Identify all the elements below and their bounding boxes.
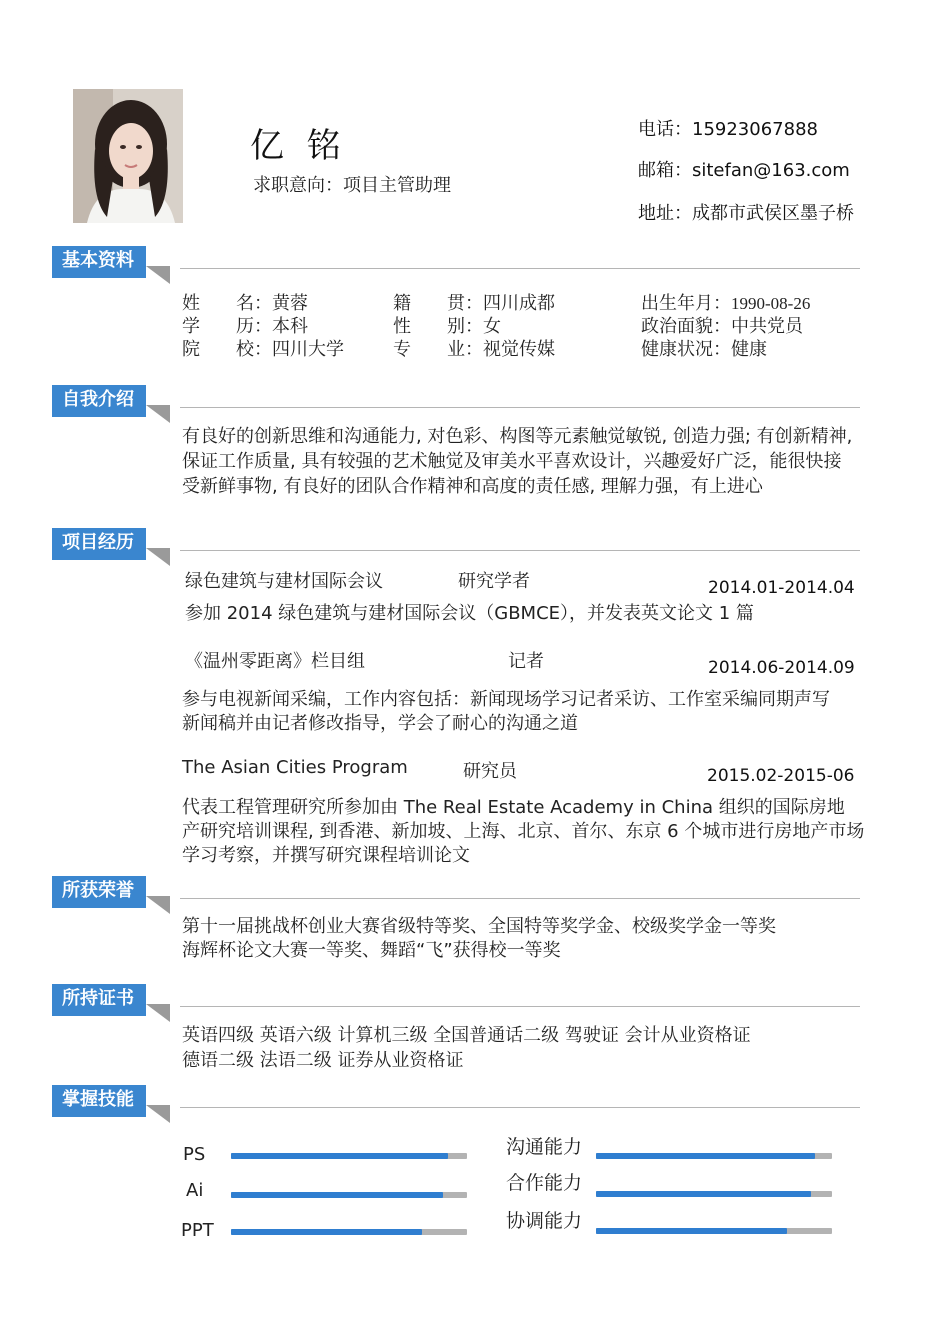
- intro-line: 保证工作质量, 具有较强的艺术触觉及审美水平喜欢设计，兴趣爱好广泛，能很快接: [182, 451, 842, 472]
- skill-bar-track: [231, 1229, 467, 1235]
- section-title-certs: 所持证书: [52, 984, 146, 1016]
- skill-bar-fill: [596, 1153, 815, 1159]
- section-title-honors: 所获荣誉: [52, 876, 146, 908]
- section-title-skills: 掌握技能: [52, 1085, 146, 1117]
- cert-line: 德语二级 法语二级 证券从业资格证: [182, 1050, 464, 1071]
- skill-name: 协调能力: [506, 1210, 583, 1232]
- project-role: 研究员: [463, 761, 517, 782]
- basic-hometown: 籍 贯：四川成都: [393, 293, 555, 314]
- project-desc: 代表工程管理研究所参加由 The Real Estate Academy in China 组织的国际房地: [182, 797, 845, 818]
- honor-line: 第十一届挑战杯创业大赛省级特等奖、全国特等奖学金、校级奖学金一等奖: [182, 916, 776, 937]
- section-divider: [180, 268, 860, 269]
- skill-bar-track: [596, 1191, 832, 1197]
- section-divider: [180, 1006, 860, 1007]
- section-divider: [180, 550, 860, 551]
- section-ribbon-tail: [146, 1105, 170, 1123]
- skill-bar-fill: [231, 1192, 443, 1198]
- profile-photo: [73, 89, 183, 223]
- basic-health: 健康状况：健康: [641, 339, 767, 360]
- candidate-name: 亿 铭: [250, 126, 347, 166]
- project-desc: 产研究培训课程, 到香港、新加坡、上海、北京、首尔、东京 6 个城市进行房地产市场: [182, 821, 865, 842]
- project-org: The Asian Cities Program: [182, 757, 408, 778]
- skill-name: PPT: [181, 1220, 214, 1241]
- section-ribbon-tail: [146, 405, 170, 423]
- skill-bar-track: [596, 1153, 832, 1159]
- intro-line: 有良好的创新思维和沟通能力, 对色彩、构图等元素触觉敏锐, 创造力强; 有创新精神,: [182, 426, 853, 447]
- project-desc: 参加 2014 绿色建筑与建材国际会议（GBMCE），并发表英文论文 1 篇: [185, 603, 754, 624]
- project-desc: 学习考察，并撰写研究课程培训论文: [182, 845, 470, 866]
- project-org: 《温州零距离》栏目组: [185, 651, 365, 672]
- section-ribbon-tail: [146, 1004, 170, 1022]
- section-title-projects: 项目经历: [52, 528, 146, 560]
- skill-bar-fill: [596, 1228, 787, 1234]
- section-ribbon-tail: [146, 266, 170, 284]
- basic-education: 学 历：本科: [182, 316, 308, 337]
- skill-bar-fill: [596, 1191, 811, 1197]
- section-ribbon-tail: [146, 896, 170, 914]
- section-divider: [180, 407, 860, 408]
- cert-line: 英语四级 英语六级 计算机三级 全国普通话二级 驾驶证 会计从业资格证: [182, 1025, 751, 1046]
- job-intent: 求职意向：项目主管助理: [253, 175, 451, 196]
- basic-gender: 性 别：女: [393, 316, 501, 337]
- email-text: 邮箱：sitefan@163.com: [638, 160, 850, 181]
- section-ribbon-tail: [146, 548, 170, 566]
- skill-name: 合作能力: [506, 1172, 583, 1194]
- project-desc: 新闻稿并由记者修改指导，学会了耐心的沟通之道: [182, 713, 578, 734]
- section-divider: [180, 898, 860, 899]
- address-text: 地址：成都市武侯区墨子桥: [638, 203, 854, 224]
- basic-school: 院 校：四川大学: [182, 339, 344, 360]
- project-date: 2015.02-2015-06: [707, 766, 855, 786]
- project-desc: 参与电视新闻采编，工作内容包括：新闻现场学习记者采访、工作室采编同期声写: [182, 689, 830, 710]
- project-date: 2014.01-2014.04: [708, 578, 855, 598]
- basic-politics: 政治面貌：中共党员: [641, 316, 803, 337]
- skill-name: Ai: [186, 1180, 204, 1201]
- skill-bar-fill: [231, 1229, 422, 1235]
- skill-bar-track: [231, 1192, 467, 1198]
- section-divider: [180, 1107, 860, 1108]
- project-role: 记者: [508, 651, 544, 672]
- phone-text: 电话：15923067888: [638, 119, 818, 140]
- basic-major: 专 业：视觉传媒: [393, 339, 555, 360]
- project-date: 2014.06-2014.09: [708, 658, 855, 678]
- basic-name: 姓 名：黄蓉: [182, 293, 308, 314]
- basic-birth-label: 出生年月：1990-08-26: [641, 293, 811, 314]
- intro-line: 受新鲜事物, 有良好的团队合作精神和高度的责任感, 理解力强，有上进心: [182, 476, 763, 497]
- project-org: 绿色建筑与建材国际会议: [185, 571, 383, 592]
- skill-bar-fill: [231, 1153, 448, 1159]
- honor-line: 海辉杯论文大赛一等奖、舞蹈“飞”获得校一等奖: [182, 940, 561, 961]
- skill-bar-track: [596, 1228, 832, 1234]
- skill-bar-track: [231, 1153, 467, 1159]
- section-title-basic: 基本资料: [52, 246, 146, 278]
- skill-name: PS: [183, 1144, 206, 1165]
- skill-name: 沟通能力: [506, 1136, 583, 1158]
- section-title-intro: 自我介绍: [52, 385, 146, 417]
- project-role: 研究学者: [458, 571, 530, 592]
- basic-birth-value: 1990-08-26: [731, 294, 811, 313]
